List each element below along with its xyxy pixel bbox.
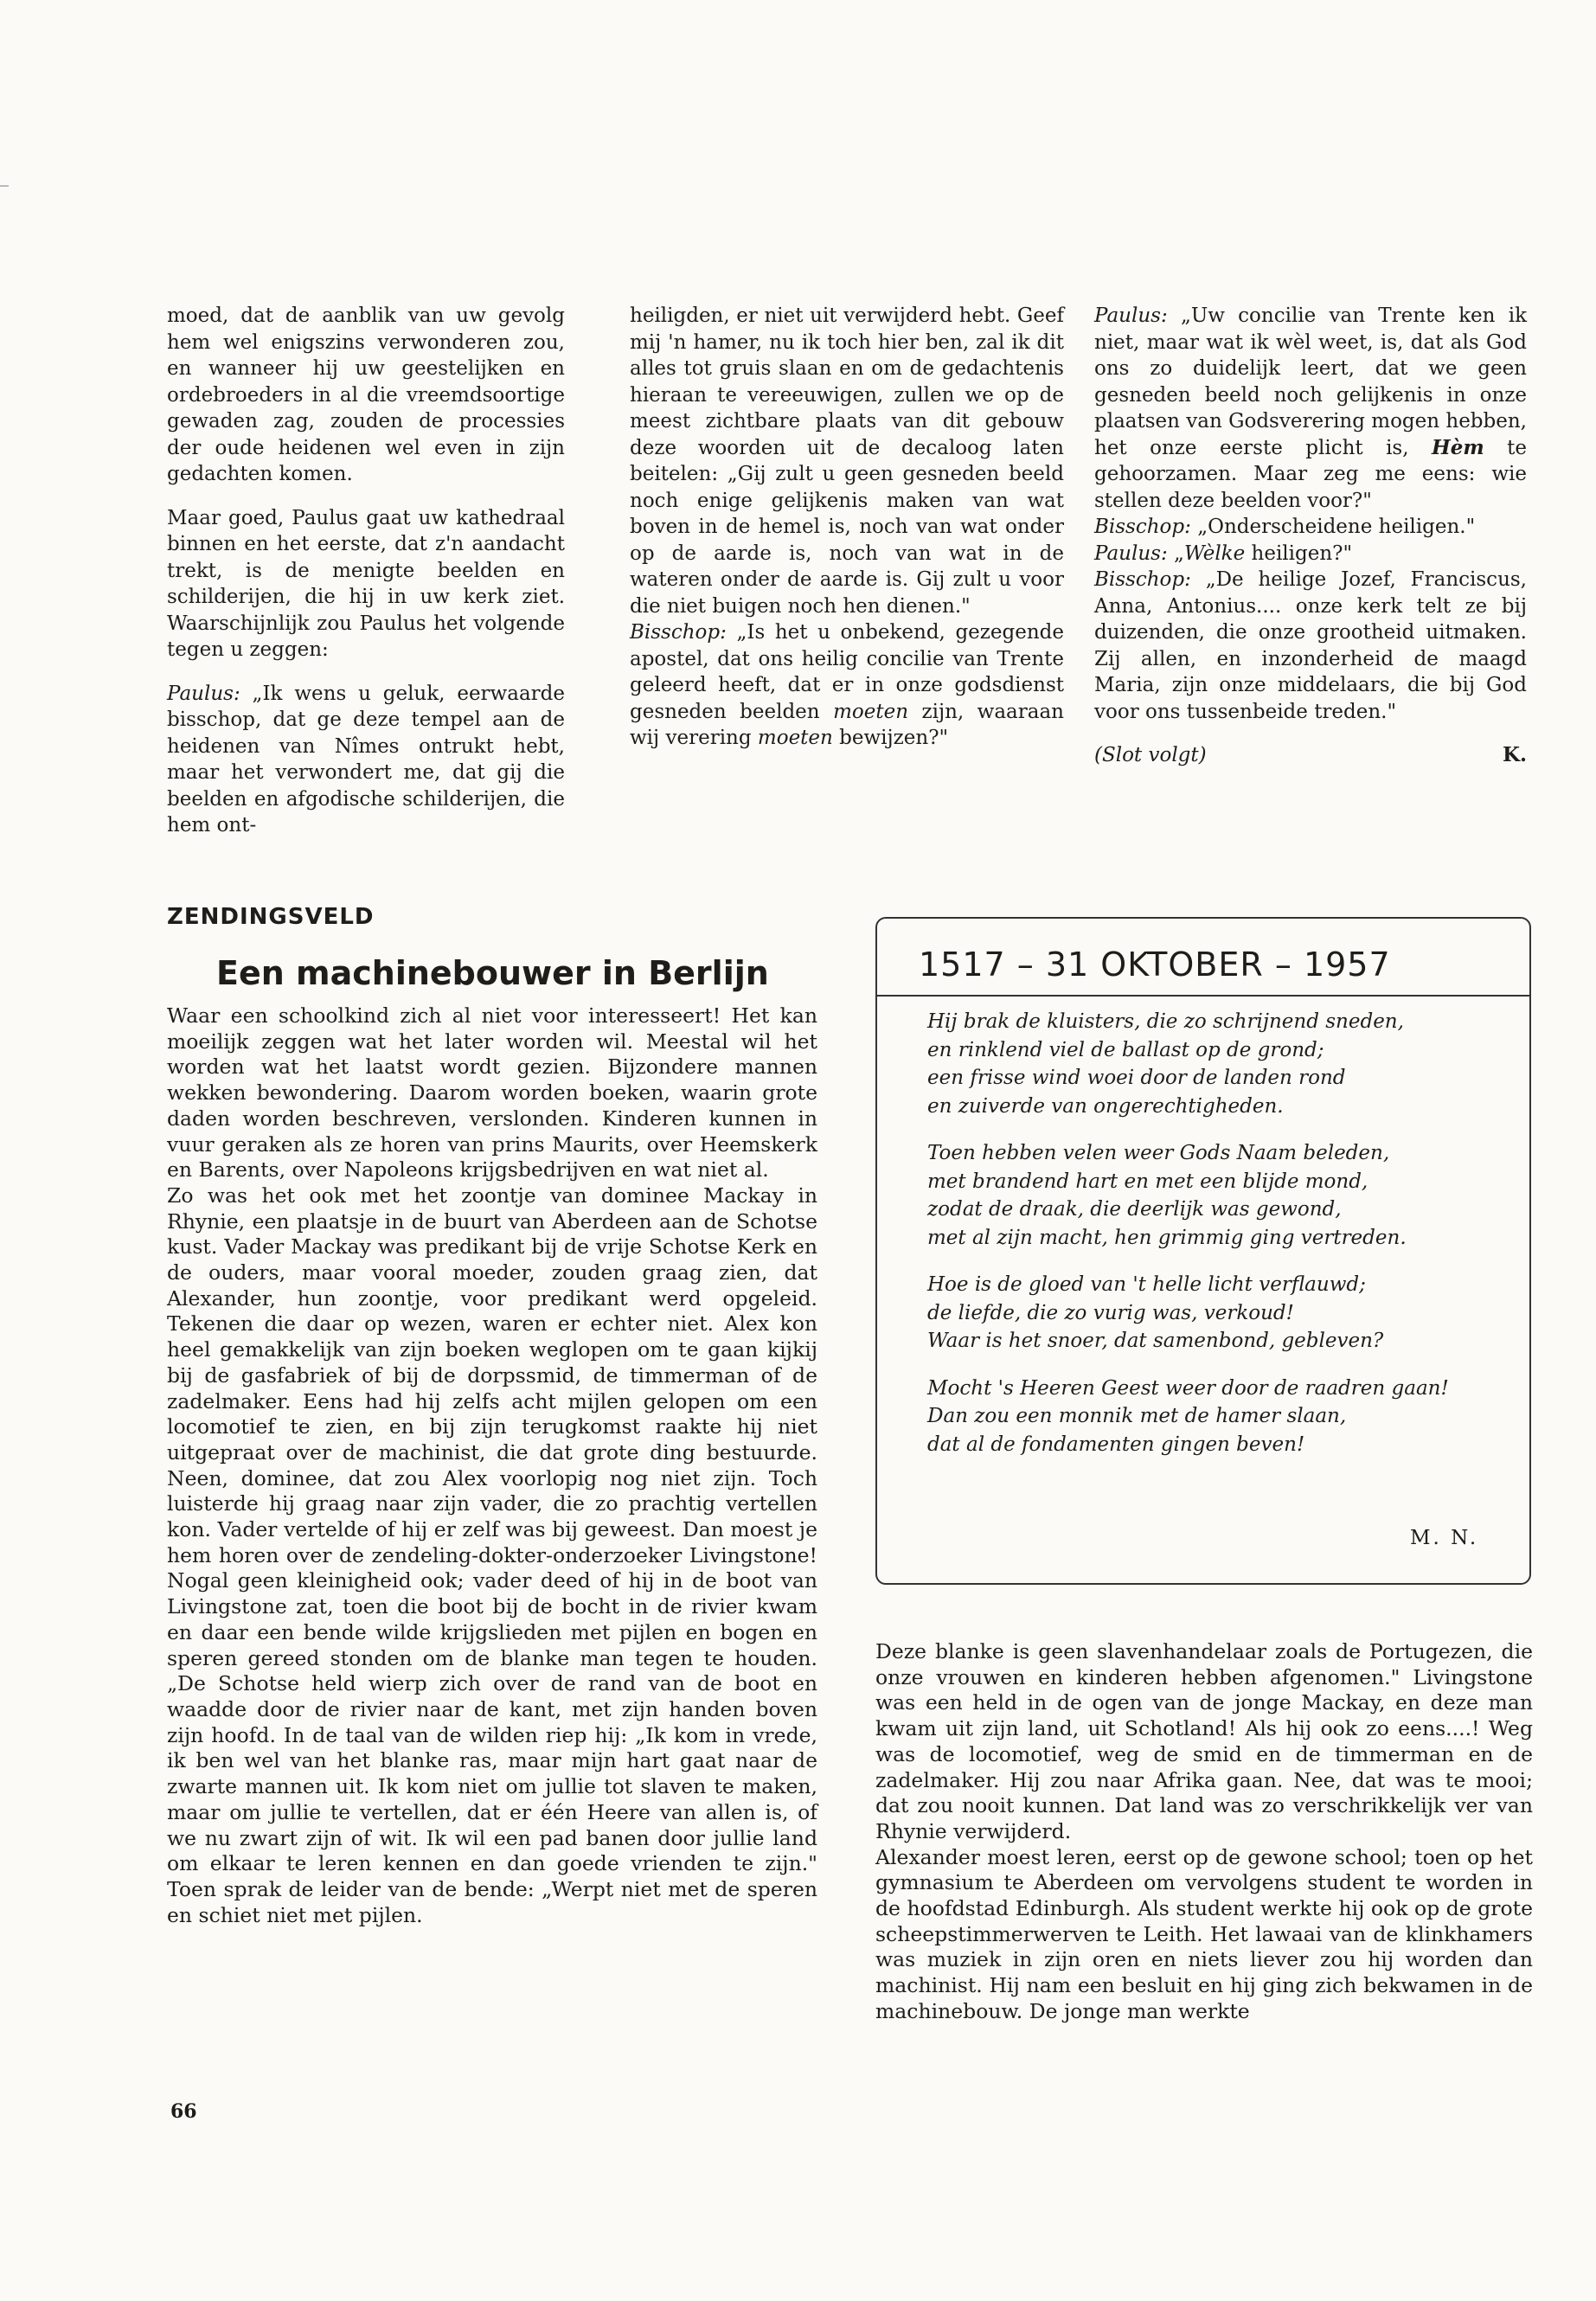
emphasis: moeten: [833, 700, 909, 723]
poem-line: een frisse wind woei door de landen rond: [927, 1067, 1346, 1089]
poem-line: Mocht 's Heeren Geest weer door de raadren gaan!: [927, 1376, 1449, 1400]
dialogue-line: [630, 619, 1064, 752]
dialogue-line: [1094, 567, 1527, 725]
poem-line: zodat de draak, die deerlijk was gewond,: [927, 1198, 1342, 1221]
dialogue-line: [1094, 303, 1527, 514]
emphasis: Wèlke: [1183, 542, 1246, 565]
dialogue-line: [167, 681, 565, 839]
speaker-label: Bisschop:: [630, 621, 727, 644]
speech-text: te gehoorzamen. Maar zeg me eens: wie stellen deze beelden voor?": [1094, 436, 1528, 512]
paragraph: Alexander moest leren, eerst op de gewone school; toen op het gymnasium te Aberdeen om vervolgens student te worden in de hoofdstad Edinburgh. Als student werkte hij ook op de grote scheepstimmerwerven te Leith. Het lawaai van de klinkhamers was muziek in zijn oren en niets liever zou hij worden dan machinist. Hij nam een besluit en hij ging zich bekwamen in de machinebouw. De jonge man werkte: [875, 1844, 1533, 2023]
scan-mark: [0, 185, 9, 187]
poem-line: en rinklend viel de ballast op de grond;: [927, 1038, 1324, 1061]
speech-text: zijn, waaraan wij verering: [630, 700, 1064, 749]
article-body-right: [875, 1639, 1533, 2025]
speech-text: bewijzen?": [839, 727, 949, 749]
poem-line: Toen hebben velen weer Gods Naam beleden,: [927, 1142, 1390, 1164]
page-number: 66: [170, 2100, 197, 2123]
poem-line: Hoe is de gloed van 't helle licht verflauwd;: [927, 1273, 1366, 1296]
speech-text: „Ik wens u geluk, eerwaarde bisschop, dat ge deze tempel aan de heidenen van Nîmes ontrukt hebt, maar het verwondert me, dat gij die beelden en afgodische schilderijen, die hem ont-: [167, 682, 565, 836]
poem-stanza: [927, 1008, 1498, 1120]
poem-author: M. N.: [1410, 1527, 1479, 1549]
dialogue-line: [1094, 541, 1527, 567]
speaker-label: Paulus:: [1094, 542, 1168, 565]
poem-line: Hij brak de kluisters, die zo schrijnend sneden,: [927, 1010, 1404, 1033]
poem-line: Dan zou een monnik met de hamer slaan,: [927, 1405, 1347, 1427]
speech-text: „Is het u onbekend, gezegende apostel, dat ons heilig concilie van Trente geleerd heeft, dat er in onze godsdienst gesneden beelden: [630, 621, 1064, 723]
continued-article-column-3: [1094, 303, 1527, 769]
poem-stanza: [927, 1271, 1498, 1356]
poem-title: 1517 – 31 OKTOBER – 1957: [919, 945, 1391, 984]
poem-stanza: [927, 1139, 1498, 1252]
paragraph: Maar goed, Paulus gaat uw kathedraal binnen en het eerste, dat z'n aandacht trekt, is de menigte beelden en schilderijen, die hij in uw kerk ziet. Waarschijnlijk zou Paulus het volgende tegen u zeggen:: [167, 506, 565, 661]
poem-line: Waar is het snoer, dat samenbond, gebleven?: [927, 1330, 1384, 1352]
poem-line: met al zijn macht, hen grimmig ging vertreden.: [927, 1226, 1407, 1249]
paragraph: heiligden, er niet uit verwijderd hebt. Geef mij 'n hamer, nu ik toch hier ben, zal ik dit alles tot gruis slaan en om de gedachtenis hieraan te vereeuwigen, zullen we op de meest zichtbare plaats van dit gebouw deze woorden uit de decaloog laten beitelen: „Gij zult u geen gesneden beeld noch enige gelijkenis maken van wat boven in de hemel is, noch van wat onder op de aarde is, noch van wat in de wateren onder de aarde is. Gij zult u voor die niet buigen noch hen dienen.": [630, 304, 1064, 618]
speaker-label: Paulus:: [167, 682, 240, 705]
continued-article-column-1: [167, 303, 565, 839]
speech-text: „De heilige Jozef, Franciscus, Anna, Antonius.... onze kerk telt ze bij duizenden, die onze grootheid uitmaken. Zij allen, en inzonderheid de maagd Maria, zijn onze middelaars, die bij God voor ons tussenbeide treden.": [1094, 568, 1527, 723]
continued-article-column-2: [630, 303, 1064, 752]
speaker-label: Bisschop:: [1094, 516, 1191, 538]
article-footer: [1094, 742, 1527, 769]
poem-stanza: [927, 1375, 1498, 1459]
emphasis: moeten: [757, 727, 833, 749]
speech-text: „Uw concilie van Trente ken ik niet, maar wat ik wèl weet, is, dat als God ons zo duidelijk leert, dat we geen gesneden beeld noch gelijkenis in onze plaatsen van Godsverering mogen hebben, het onze eerste plicht is,: [1094, 304, 1528, 459]
emphasis: Hèm: [1432, 435, 1484, 459]
speaker-label: Bisschop:: [1094, 568, 1191, 591]
poem-line: dat al de fondamenten gingen beven!: [927, 1433, 1305, 1456]
speech-text: heiligen?": [1251, 542, 1353, 565]
paragraph: Zo was het ook met het zoontje van dominee Mackay in Rhynie, een plaatsje in de buurt van Aberdeen aan de Schotse kust. Vader Mackay was predikant bij de vrije Schotse Kerk en de ouders, maar vooral moeder, zouden graag zien, dat Alexander, hun zoontje, voor predikant werd opgeleid. Tekenen die daar op wezen, waren er echter niet. Alex kon heel gemakkelijk van zijn boeken weglopen om te gaan kijkij bij de gasfabriek of bij de dorpssmid, de timmerman of de zadelmaker. Eens had hij zelfs acht mijlen gelopen om een locomotief te zien, en bij zijn terugkomst raakte hij niet uitgepraat over de machinist, die dat grote ding bestuurde. Neen, dominee, dat zou Alex voorlopig nog niet zijn. Toch luisterde hij graag naar zijn vader, die zo prachtig vertellen kon. Vader vertelde of hij er zelf was bij geweest. Dan moest je hem horen over de zendeling-dokter-onderzoeker Livingstone! Nogal geen kleinigheid ook; vader deed of hij in de boot van Livingstone zat, toen die boot bij de bocht in de rivier kwam en daar een bende wilde krijgslieden met pijlen en bogen en speren gereed stonden om de blanke man tegen te houden. „De Schotse held wierp zich over de rand van de boot en waadde door de rivier naar de kant, met zijn handen boven zijn hoofd. In de taal van de wilden riep hij: „Ik kom in vrede, ik ben wel van het blanke ras, maar mijn hart gaat naar de zwarte mannen uit. Ik kom niet om jullie tot slaven te maken, maar om jullie te vertellen, dat er één Heere van allen is, of we nu zwart zijn of wit. Ik wil een pad banen door jullie land om elkaar te leren kennen en dan goede vrienden te zijn." Toen sprak de leider van de bende: „Werpt niet met de speren en schiet niet met pijlen.: [167, 1183, 817, 1927]
speaker-label: Paulus:: [1094, 304, 1168, 327]
article-body-left: [167, 1003, 817, 1928]
to-be-continued-note: (Slot volgt): [1094, 744, 1207, 766]
author-signature: K.: [1503, 743, 1527, 766]
poem-body: [927, 1008, 1498, 1477]
poem-line: de liefde, die zo vurig was, verkoud!: [927, 1301, 1294, 1324]
poem-divider: [875, 995, 1531, 997]
section-label: ZENDINGSVELD: [167, 904, 375, 930]
poem-line: en zuiverde van ongerechtigheden.: [927, 1094, 1284, 1118]
speech-text: „Onderscheidene heiligen.": [1197, 516, 1476, 538]
poem-line: met brandend hart en met een blijde mond,: [927, 1170, 1368, 1193]
speech-text: „: [1174, 542, 1184, 565]
dialogue-line: [1094, 514, 1527, 541]
paragraph: Waar een schoolkind zich al niet voor interesseert! Het kan moeilijk zeggen wat het later worden wil. Meestal wil het worden wat het laatst wordt gezien. Bijzondere mannen wekken bewondering. Daarom worden boeken, waarin grote daden worden beschreven, verslonden. Kinderen kunnen in vuur geraken als ze horen van prins Maurits, over Heemskerk en Barents, over Napoleons krijgsbedrijven en wat niet al.: [167, 1003, 817, 1183]
paragraph: moed, dat de aanblik van uw gevolg hem wel enigszins verwonderen zou, en wanneer hij uw geestelijken en ordebroeders in al die vreemdsoortige gewaden zag, zouden de processies der oude heidenen wel even in zijn gedachten komen.: [167, 304, 565, 485]
article-title: Een machinebouwer in Berlijn: [216, 954, 769, 992]
paragraph: Deze blanke is geen slavenhandelaar zoals de Portugezen, die onze vrouwen en kinderen hebben afgenomen." Livingstone was een held in de ogen van de jonge Mackay, en deze man kwam uit zijn land, uit Schotland! Als hij ook zo eens....! Weg was de locomotief, weg de smid en de timmerman en de zadelmaker. Hij zou naar Afrika gaan. Nee, dat was te mooi; dat zou nooit kunnen. Dat land was zo verschrikkelijk ver van Rhynie verwijderd.: [875, 1639, 1533, 1843]
